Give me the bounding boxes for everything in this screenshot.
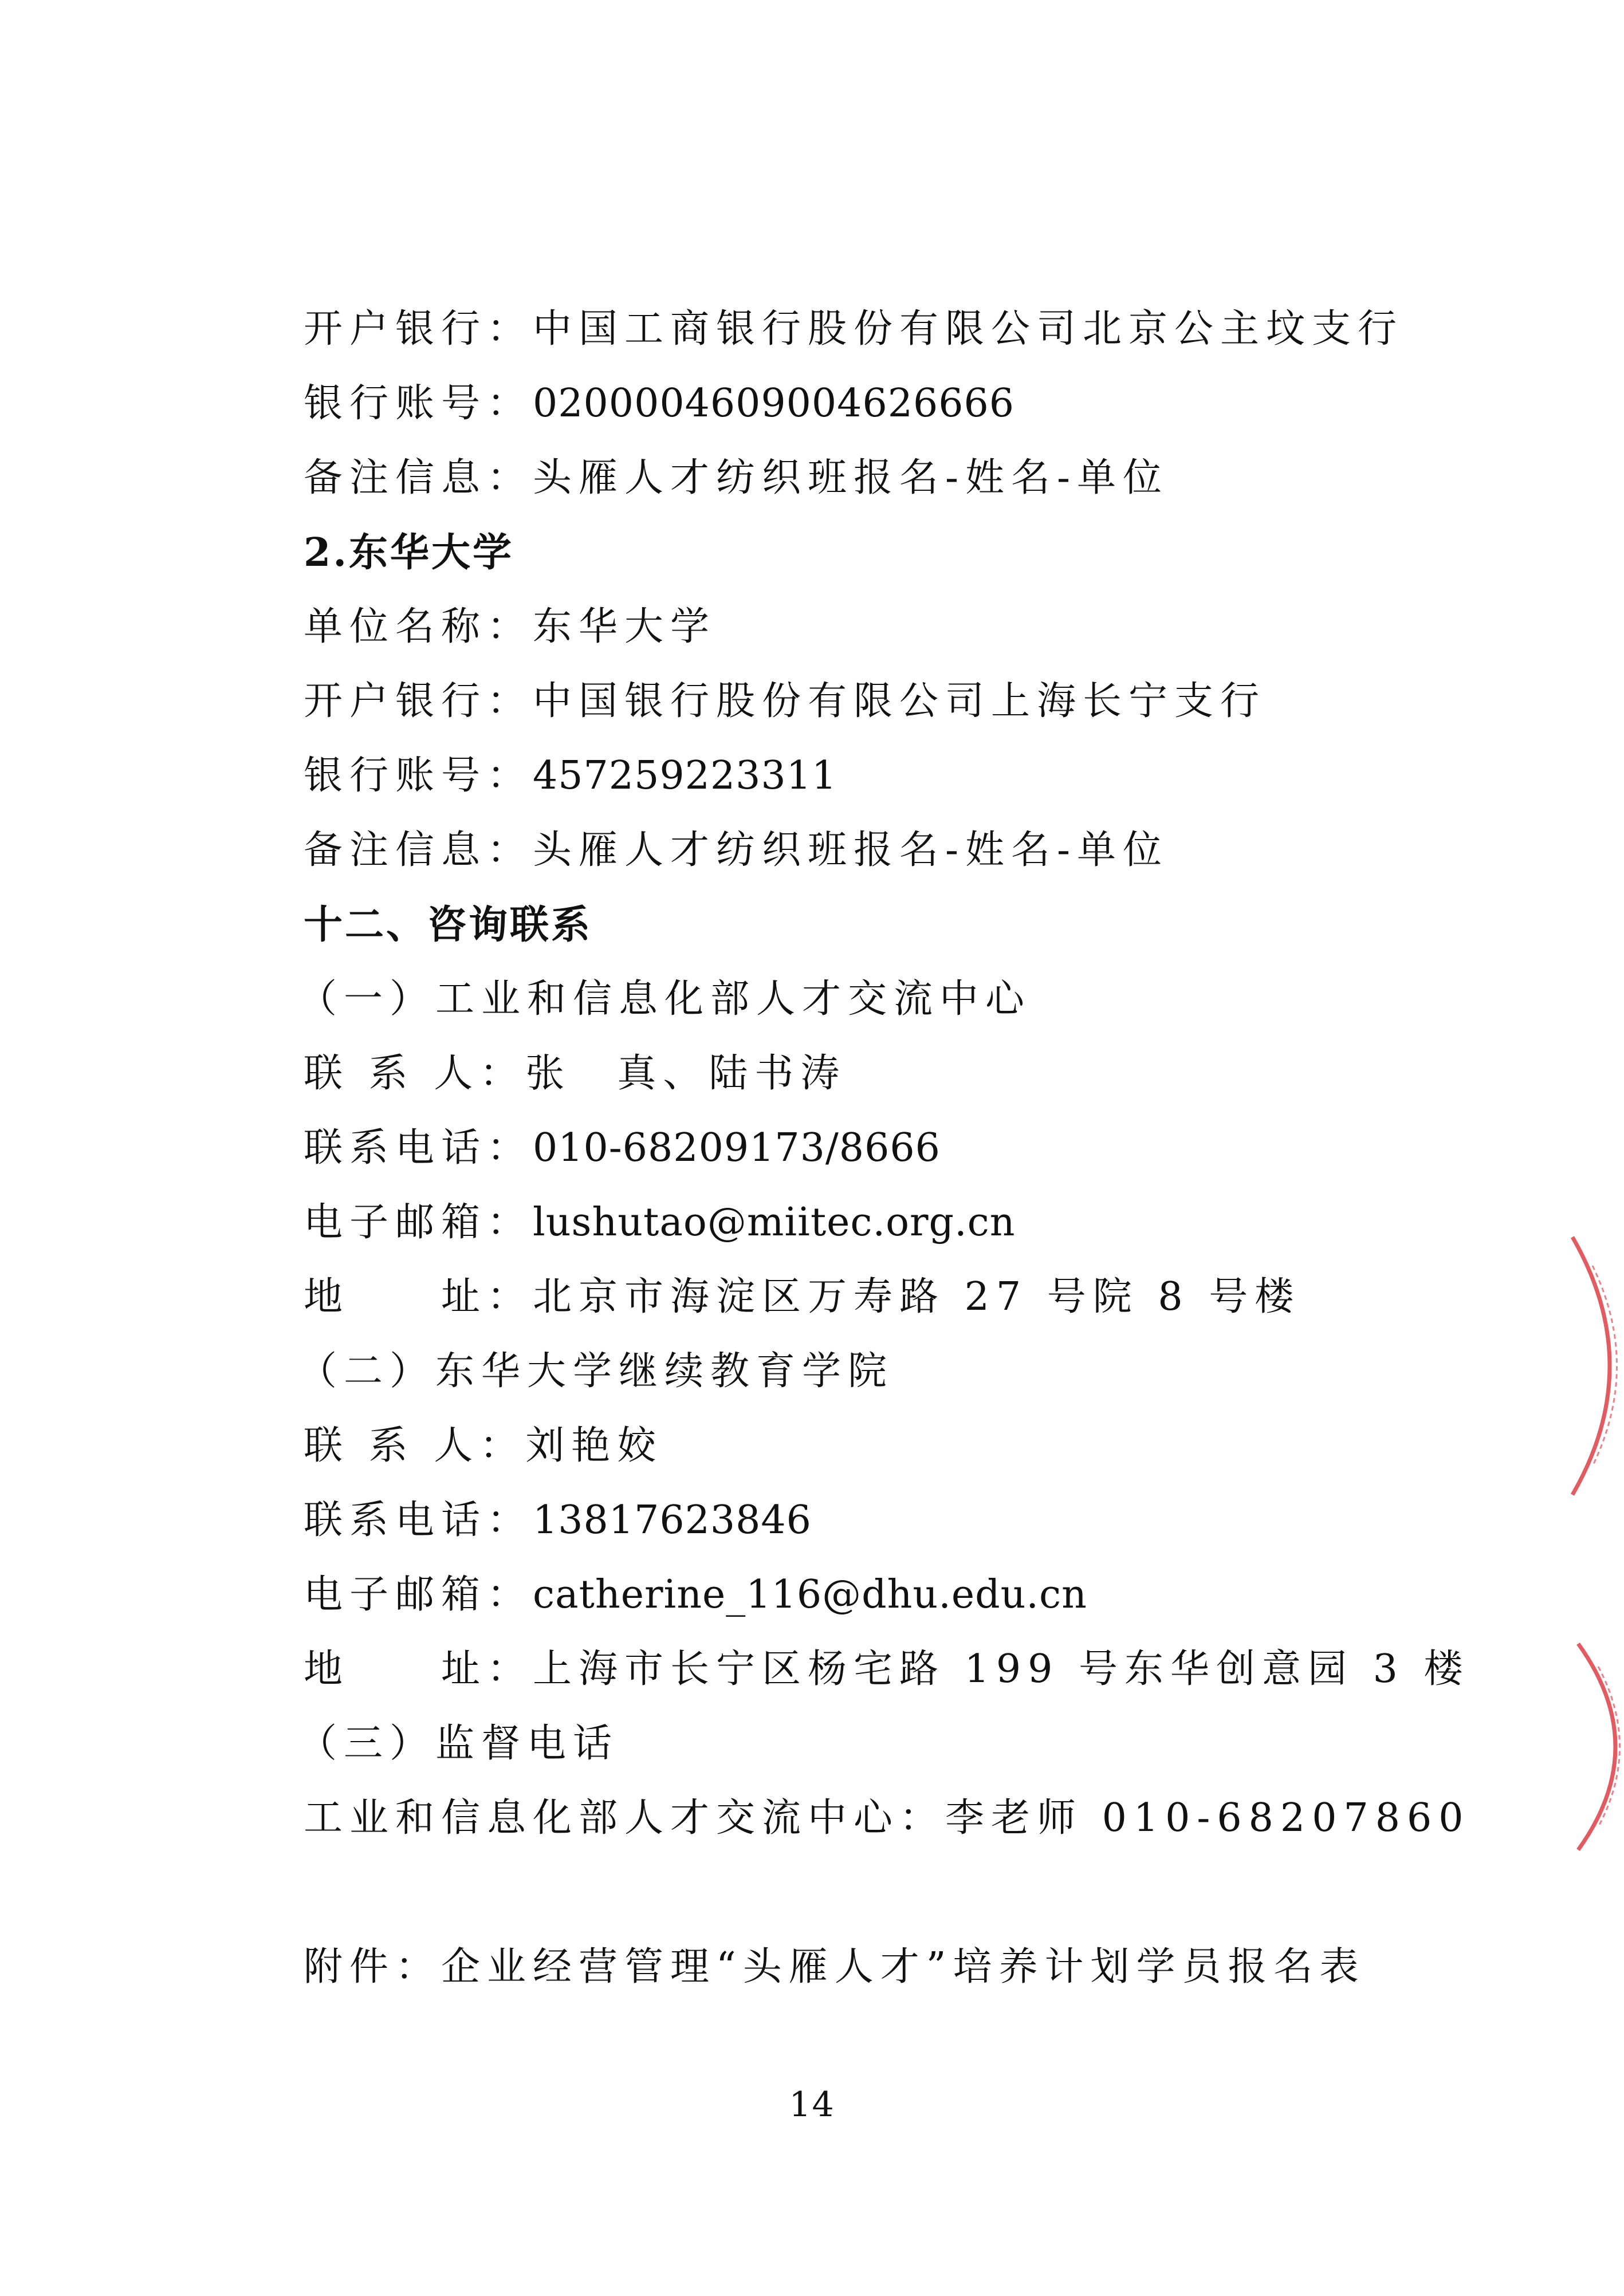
field-label: 银行账号： [304,381,533,426]
field-value: 中国工商银行股份有限公司北京公主坟支行 [533,306,1404,352]
field-label: 联 系 人： [304,1423,526,1468]
field-label: 联系电话： [304,1498,533,1543]
email-line-2 [304,1572,1087,1618]
field-label: 单位名称： [304,604,533,649]
address-line-2 [304,1647,1470,1692]
field-label: 地 址： [304,1274,533,1320]
field-value: 东华大学 [533,604,717,649]
heading-text: 2.东华大学 [304,530,514,576]
subheading-donghua-school [298,1349,894,1395]
field-label: 备注信息： [304,455,533,501]
subheading-text: （一）工业和信息化部人才交流中心 [298,976,1032,1022]
subheading-text: （二）东华大学继续教育学院 [298,1349,894,1394]
field-value: 李老师 010-68207860 [945,1795,1470,1841]
phone-line-2 [304,1498,812,1543]
field-value: 13817623846 [533,1498,812,1543]
field-value: 上海市长宁区杨宅路 199 号东华创意园 3 楼 [533,1647,1470,1692]
subheading-supervision [298,1721,619,1767]
section-heading-donghua [304,530,514,576]
field-label: 开户银行： [304,679,533,724]
seal-stamp-upper [1561,1231,1624,1501]
section-heading-contact [304,902,592,948]
field-value: 中国银行股份有限公司上海长宁支行 [533,679,1267,724]
field-label: 电子邮箱： [304,1572,533,1617]
field-value: 头雁人才纺织班报名-姓名-单位 [533,455,1169,501]
field-value: lushutao@miitec.org.cn [533,1200,1016,1245]
remark-line-1 [304,455,1169,501]
field-value: 0200004609004626666 [533,381,1015,426]
field-label: 备注信息： [304,828,533,873]
field-label: 联系电话： [304,1125,533,1171]
field-label: 附件： [304,1944,442,1990]
supervision-phone-line [304,1795,1470,1841]
subheading-miit [298,976,1031,1022]
unit-name-line [304,604,716,650]
address-line-1 [304,1274,1300,1320]
contact-person-line-2 [304,1423,663,1469]
phone-line-1 [304,1125,941,1171]
field-value: 企业经营管理“头雁人才”培养计划学员报名表 [441,1944,1366,1990]
attachment-line [304,1944,1366,1990]
field-value: 北京市海淀区万寿路 27 号院 8 号楼 [533,1274,1301,1320]
field-value: 头雁人才纺织班报名-姓名-单位 [533,828,1169,873]
seal-stamp-upper-icon [1561,1231,1624,1501]
field-label: 联 系 人： [304,1051,526,1096]
field-label: 地 址： [304,1647,533,1692]
seal-stamp-lower [1561,1638,1624,1856]
bank-account-line-1 [304,381,1014,427]
field-value: catherine_116@dhu.edu.cn [533,1572,1087,1617]
bank-name-line-1 [304,306,1403,352]
field-value: 010-68209173/8666 [533,1125,941,1171]
heading-text: 十二、咨询联系 [304,902,593,948]
field-value: 457259223311 [533,753,837,798]
field-value: 刘艳姣 [525,1423,663,1468]
remark-line-2 [304,828,1169,873]
field-value: 张 真、陆书涛 [525,1051,847,1096]
field-label: 银行账号： [304,753,533,798]
bank-name-line-2 [304,679,1266,724]
contact-person-line-1 [304,1051,846,1097]
field-label: 开户银行： [304,306,533,352]
bank-account-line-2 [304,753,837,799]
field-label: 电子邮箱： [304,1200,533,1245]
subheading-text: （三）监督电话 [298,1721,619,1766]
field-label: 工业和信息化部人才交流中心： [304,1795,946,1841]
seal-stamp-lower-icon [1561,1638,1624,1856]
page-number: 14 [789,2085,835,2125]
email-line-1 [304,1200,1016,1246]
